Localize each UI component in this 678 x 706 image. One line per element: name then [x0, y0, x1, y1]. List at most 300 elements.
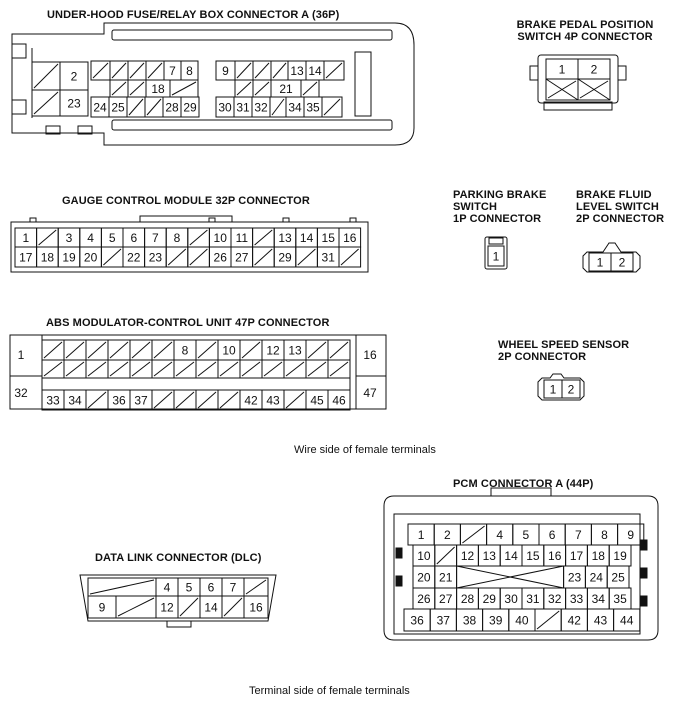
abs-r1-cell: [152, 340, 174, 360]
empty-terminal-slash: [237, 82, 251, 95]
abs-r2-cell: [218, 360, 240, 378]
pcm-r5-cell: [456, 609, 482, 631]
abs-r1-cell: [328, 340, 350, 360]
terminal-number: 31: [321, 250, 335, 265]
empty-terminal-slash: [324, 99, 340, 115]
empty-terminal-slash: [255, 63, 269, 78]
terminal-number: 46: [332, 393, 346, 408]
gauge-r2-cell: [15, 247, 37, 267]
abs-r3-cell: [196, 390, 218, 410]
empty-terminal-slash: [242, 342, 260, 358]
abs-r2-cell: [42, 360, 64, 378]
pcm-side-mark-r3: [641, 596, 647, 606]
uh-r1-b: [110, 61, 128, 80]
empty-terminal-slash: [103, 249, 121, 265]
uh-r3-d: [322, 97, 342, 117]
terminal-number: 2: [590, 62, 598, 77]
gauge-connector-title: GAUGE CONTROL MODULE 32P CONNECTOR: [62, 195, 310, 207]
terminal-number: 19: [62, 250, 76, 265]
empty-terminal-slash: [66, 342, 84, 358]
terminal-number: 13: [482, 549, 496, 563]
terminal-number: 13: [288, 343, 302, 358]
abs-cell-47-text: 47: [363, 386, 377, 400]
pcm-r4-cell: [609, 588, 631, 609]
pcm-r4-cell: [478, 588, 500, 609]
abs-connector-title: ABS MODULATOR-CONTROL UNIT 47P CONNECTOR: [46, 317, 330, 329]
terminal-number: 6: [548, 528, 556, 542]
pcm-r5-cell: [404, 609, 430, 631]
gauge-r1-cell: [123, 228, 145, 247]
dlc-r2-cell: [200, 596, 222, 618]
terminal-number: 12: [460, 549, 475, 563]
bp-cell-1: [546, 59, 578, 79]
terminal-number: 34: [288, 100, 302, 115]
pcm-r2-cell: [587, 545, 609, 566]
empty-terminal-slash: [198, 362, 216, 376]
terminal-number: 2: [70, 69, 78, 84]
empty-terminal-slash: [462, 526, 484, 543]
pcm-r1-cell: [539, 524, 565, 545]
pcm-r5-cell: [509, 609, 535, 631]
pcm-r4-cell: [457, 588, 479, 609]
abs-row-gap: [42, 378, 350, 390]
uh-cell-14: [306, 61, 324, 80]
empty-terminal-slash: [198, 392, 216, 408]
empty-terminal-slash: [341, 249, 359, 265]
terminal-number: 16: [249, 600, 263, 615]
gauge-r2-cell: [274, 247, 296, 267]
pcm-r1-cell: [487, 524, 513, 545]
terminal-number: 4: [87, 231, 94, 245]
gauge-r1-cell: [80, 228, 102, 247]
uh-r1-c: [128, 61, 146, 80]
abs-r1-cell: [42, 340, 64, 360]
empty-terminal-slash: [88, 362, 106, 376]
pcm-side-mark-l2: [396, 576, 402, 586]
terminal-number: 24: [93, 100, 107, 115]
empty-terminal-slash: [308, 342, 326, 358]
empty-terminal-slash: [176, 392, 194, 408]
wheel-housing: [538, 374, 584, 400]
gauge-top-key: [140, 216, 232, 222]
parking-title-line-1: PARKING BRAKE: [453, 189, 547, 201]
abs-r3-cell: [262, 390, 284, 410]
terminal-number: 21: [279, 82, 293, 96]
terminal-number: 2: [567, 382, 575, 397]
pcm-r2-cell: [457, 545, 479, 566]
under-hood-latch-tab-bottom: [12, 100, 26, 114]
dlc-r1-cell: [200, 578, 222, 596]
gauge-r1-cell: [101, 228, 123, 247]
empty-terminal-slash: [129, 99, 143, 115]
terminal-number: 4: [163, 580, 171, 595]
uh-r1-e: [235, 61, 253, 80]
parking-title-line-3: 1P CONNECTOR: [453, 213, 542, 225]
empty-terminal-slash: [330, 362, 348, 376]
terminal-number: 1: [492, 249, 500, 264]
wire-side-caption: Wire side of female terminals: [294, 444, 436, 456]
dlc-bottom-key: [167, 621, 191, 627]
uh-r2-f: [301, 80, 319, 97]
dlc-r2-cell: [178, 596, 200, 618]
gauge-r1-cell: [15, 228, 37, 247]
terminal-number: 23: [148, 250, 163, 265]
pcm-cell-21: [435, 566, 457, 588]
terminal-number: 28: [460, 592, 475, 606]
terminal-number: 8: [601, 528, 608, 542]
terminal-number: 22: [127, 250, 141, 265]
pcm-cell-24: [585, 566, 607, 588]
abs-r1-cell: [108, 340, 130, 360]
terminal-number: 30: [218, 100, 232, 115]
dlc-r1-cell: [88, 578, 156, 596]
uh-cell-8: [181, 61, 198, 80]
terminal-number: 35: [613, 592, 627, 606]
dlc-r2-cell: [156, 596, 178, 618]
terminal-number: 17: [19, 250, 33, 265]
uh-r1-d: [146, 61, 164, 80]
empty-terminal-slash: [220, 392, 238, 408]
pcm-r2-cell: [435, 545, 457, 566]
empty-terminal-slash: [147, 99, 161, 115]
gauge-tick-m2: [283, 218, 289, 222]
abs-r2-cell: [240, 360, 262, 378]
empty-terminal-slash: [198, 342, 216, 358]
terminal-number: 32: [548, 592, 562, 606]
terminal-number: 11: [235, 231, 249, 245]
empty-terminal-slash: [190, 230, 208, 245]
abs-r1-cell: [86, 340, 108, 360]
abs-r1-cell: [306, 340, 328, 360]
dlc-r2-cell: [244, 596, 268, 618]
uh-r1-f: [253, 61, 271, 80]
empty-terminal-slash: [190, 249, 208, 265]
terminal-number: 5: [185, 580, 193, 595]
abs-r3-cell: [108, 390, 130, 410]
connector-bodies: [10, 23, 658, 640]
empty-terminal-slash: [44, 362, 62, 376]
gauge-r2-cell: [296, 247, 318, 267]
terminal-number: 1: [549, 382, 557, 397]
gauge-r2-cell: [231, 247, 253, 267]
empty-terminal-slash: [220, 362, 238, 376]
abs-r2-cell: [130, 360, 152, 378]
under-hood-side-key: [355, 52, 371, 116]
uh-cell-31: [234, 97, 252, 117]
gauge-tick-r: [350, 218, 356, 222]
gauge-tick-l: [30, 218, 36, 222]
terminal-number: 31: [526, 592, 540, 606]
gauge-r1-cell: [231, 228, 253, 247]
wheel-title-line-2: 2P CONNECTOR: [498, 351, 587, 363]
terminal-number: 39: [489, 613, 503, 628]
gauge-r2-cell: [58, 247, 80, 267]
terminal-number: 3: [65, 231, 73, 245]
terminal-number: 8: [181, 343, 189, 358]
empty-terminal-slash: [34, 92, 58, 114]
terminal-number: 8: [173, 231, 181, 245]
terminal-number: 29: [278, 250, 292, 265]
pcm-r5-cell: [587, 609, 613, 631]
empty-terminal-slash: [93, 63, 108, 78]
uh-r2-c: [170, 80, 198, 97]
bp-cell-2: [578, 59, 610, 79]
abs-r2-cell: [174, 360, 196, 378]
empty-terminal-slash: [154, 362, 172, 376]
uh-cell-25: [109, 97, 127, 117]
terminal-number: 27: [439, 592, 453, 606]
abs-r3-cell: [328, 390, 350, 410]
empty-terminal-slash: [118, 598, 154, 616]
uh-r1-h: [324, 61, 344, 80]
gauge-r2-cell: [37, 247, 59, 267]
abs-r2-cell: [262, 360, 284, 378]
fluid-cell-2: [611, 253, 633, 271]
empty-terminal-slash: [112, 63, 126, 78]
terminal-number: 33: [569, 592, 584, 606]
terminal-number: 1: [417, 528, 425, 542]
gauge-r1-cell: [296, 228, 318, 247]
terminal-number: 29: [183, 100, 197, 115]
gauge-r1-cell: [58, 228, 80, 247]
terminal-number: 9: [627, 528, 635, 542]
under-hood-bottom-rail: [112, 120, 392, 130]
terminal-number: 1: [22, 231, 30, 245]
pcm-r1-cell: [434, 524, 460, 545]
fluid-title-line-3: 2P CONNECTOR: [576, 213, 665, 225]
abs-r1-cell: [284, 340, 306, 360]
empty-terminal-slash: [326, 63, 342, 78]
uh-cell-2: [60, 62, 88, 90]
terminal-number: 14: [204, 600, 218, 615]
gauge-r2-cell: [188, 247, 210, 267]
gauge-r1-cell: [317, 228, 339, 247]
terminal-number: 33: [46, 393, 60, 408]
terminal-number: 32: [254, 100, 268, 115]
gauge-r1-cell: [37, 228, 59, 247]
empty-terminal-slash: [154, 392, 172, 408]
terminal-number: 18: [591, 549, 605, 563]
gauge-r2-cell: [317, 247, 339, 267]
terminal-number: 12: [160, 600, 174, 615]
uh-cell-7: [164, 61, 181, 80]
dlc-r2-cell: [222, 596, 244, 618]
uh-cell-24: [91, 97, 109, 117]
terminal-number: 27: [235, 250, 249, 265]
terminal-number: 25: [611, 570, 625, 585]
terminal-number: 36: [112, 393, 126, 408]
empty-terminal-slash: [273, 63, 286, 78]
empty-terminal-slash: [286, 362, 304, 376]
dlc-r1-cell: [222, 578, 244, 596]
empty-terminal-slash: [88, 342, 106, 358]
terminal-number: 7: [169, 64, 176, 78]
empty-terminal-slash: [303, 82, 317, 95]
terminal-number: 9: [98, 600, 106, 615]
gauge-r2-cell: [123, 247, 145, 267]
brake-pedal-ear-right: [618, 66, 626, 80]
terminal-number: 6: [130, 231, 138, 245]
empty-terminal-slash: [66, 362, 84, 376]
uh-r2-e: [253, 80, 271, 97]
terminal-number: 35: [306, 100, 320, 115]
gauge-r1-cell: [253, 228, 275, 247]
uh-cell-21: [271, 80, 301, 97]
abs-r1-cell: [174, 340, 196, 360]
pcm-r2-cell: [522, 545, 544, 566]
under-hood-connector-title: UNDER-HOOD FUSE/RELAY BOX CONNECTOR A (36P): [47, 9, 340, 21]
terminal-number: 24: [589, 570, 603, 585]
fluid-cell-1: [589, 253, 611, 271]
uh-cell-18: [146, 80, 170, 97]
terminal-number: 30: [504, 592, 518, 606]
wheel-cell-1: [544, 380, 562, 398]
dlc-r1-cell: [178, 578, 200, 596]
pcm-top-key: [491, 488, 551, 496]
abs-r3-cell: [42, 390, 64, 410]
empty-terminal-slash: [148, 63, 162, 78]
abs-r3-cell: [284, 390, 306, 410]
terminal-number: 34: [68, 393, 82, 408]
abs-r1-cell: [218, 340, 240, 360]
brake-pedal-ear-left: [530, 66, 538, 80]
terminal-number: 10: [222, 343, 236, 358]
abs-r3-cell: [306, 390, 328, 410]
pcm-r1-cell: [408, 524, 434, 545]
uh-r2-a: [110, 80, 128, 97]
empty-terminal-slash: [154, 342, 172, 358]
pcm-r4-cell: [522, 588, 544, 609]
abs-cell-16-text: 16: [363, 348, 377, 362]
pcm-cell-23: [564, 566, 586, 588]
empty-terminal-slash: [112, 82, 126, 95]
pcm-r4-cell: [413, 588, 435, 609]
pcm-side-mark-l1: [396, 548, 402, 558]
terminal-number: 42: [567, 613, 581, 628]
pcm-r5-cell: [614, 609, 640, 631]
empty-terminal-slash: [132, 342, 150, 358]
pcm-r1-cell: [591, 524, 617, 545]
abs-r2-cell: [64, 360, 86, 378]
empty-terminal-slash: [180, 598, 198, 616]
terminal-number: 15: [321, 231, 335, 245]
terminal-number: 10: [417, 549, 431, 563]
terminal-number: 26: [417, 592, 431, 606]
abs-r3-cell: [130, 390, 152, 410]
terminal-number: 5: [108, 231, 116, 245]
abs-r1-cell: [240, 340, 262, 360]
pcm-r5-cell: [483, 609, 509, 631]
empty-terminal-slash: [264, 362, 282, 376]
uh-cell-32: [252, 97, 270, 117]
pcm-r4-cell: [500, 588, 522, 609]
terminal-number: 37: [134, 393, 148, 408]
gauge-r1-cell: [145, 228, 167, 247]
empty-terminal-slash: [246, 580, 266, 594]
gauge-r2-cell: [145, 247, 167, 267]
wheel-cell-2: [562, 380, 580, 398]
abs-r2-cell: [284, 360, 306, 378]
terminal-number: 12: [266, 343, 280, 358]
empty-terminal-slash: [255, 249, 273, 265]
parking-title-line-2: SWITCH: [453, 201, 497, 213]
terminal-number: 13: [290, 64, 304, 78]
gauge-r1-cell: [209, 228, 231, 247]
abs-r1-cell: [130, 340, 152, 360]
pcm-r4-cell: [435, 588, 457, 609]
terminal-number: 25: [111, 100, 125, 115]
uh-left-cell-a: [32, 62, 60, 90]
terminal-number: 44: [620, 613, 634, 628]
terminal-number: 7: [229, 580, 237, 595]
pcm-connector-title: PCM CONNECTOR A (44P): [453, 478, 594, 490]
empty-terminal-slash: [130, 82, 144, 95]
uh-left-cell-b: [32, 90, 60, 116]
terminal-number: 43: [593, 613, 608, 628]
abs-r2-cell: [306, 360, 328, 378]
terminal-number: 17: [569, 549, 584, 563]
abs-r3-cell: [86, 390, 108, 410]
empty-terminal-slash: [110, 342, 128, 358]
uh-cell-35: [304, 97, 322, 117]
terminal-number: 8: [186, 64, 193, 78]
abs-r3-cell: [152, 390, 174, 410]
uh-cell-9: [216, 61, 235, 80]
terminal-number: 36: [410, 613, 424, 628]
uh-r2-b: [128, 80, 146, 97]
wheel-title-line-1: WHEEL SPEED SENSOR: [498, 339, 630, 351]
uh-cell-34: [286, 97, 304, 117]
terminal-number: 16: [548, 549, 562, 563]
terminal-number: 6: [207, 580, 215, 595]
abs-r2-cell: [328, 360, 350, 378]
abs-r2-cell: [152, 360, 174, 378]
terminal-number: 4: [496, 528, 504, 542]
abs-cell-32-text: 32: [14, 386, 28, 400]
uh-r2-d: [235, 80, 253, 97]
empty-terminal-slash: [437, 547, 455, 564]
gauge-r1-cell: [274, 228, 296, 247]
terminal-number: 23: [67, 96, 81, 111]
gauge-r2-cell: [80, 247, 102, 267]
terminal-number: 14: [504, 549, 518, 563]
fluid-title-line-1: BRAKE FLUID: [576, 189, 652, 201]
gauge-r2-cell: [339, 247, 361, 267]
empty-terminal-slash: [255, 230, 273, 245]
terminal-number: 29: [482, 592, 496, 606]
terminal-number: 20: [417, 570, 431, 585]
terminal-number: 7: [574, 528, 582, 542]
terminal-number: 28: [165, 100, 179, 115]
terminal-number: 5: [522, 528, 530, 542]
terminal-number: 18: [40, 250, 55, 265]
abs-r1-cell: [64, 340, 86, 360]
dlc-r1-cell: [156, 578, 178, 596]
empty-terminal-slash: [272, 99, 284, 115]
terminal-number: 14: [308, 64, 322, 78]
dlc-r2-cell: [88, 596, 116, 618]
empty-terminal-slash: [90, 580, 154, 594]
abs-r2-cell: [108, 360, 130, 378]
under-hood-top-rail: [112, 30, 392, 40]
pcm-cell-25: [607, 566, 629, 588]
empty-terminal-slash: [130, 63, 144, 78]
pcm-r2-cell: [566, 545, 588, 566]
terminal-number: 9: [222, 64, 229, 78]
terminal-number: 14: [299, 231, 314, 245]
pcm-r2-cell: [544, 545, 566, 566]
abs-r3-cell: [218, 390, 240, 410]
